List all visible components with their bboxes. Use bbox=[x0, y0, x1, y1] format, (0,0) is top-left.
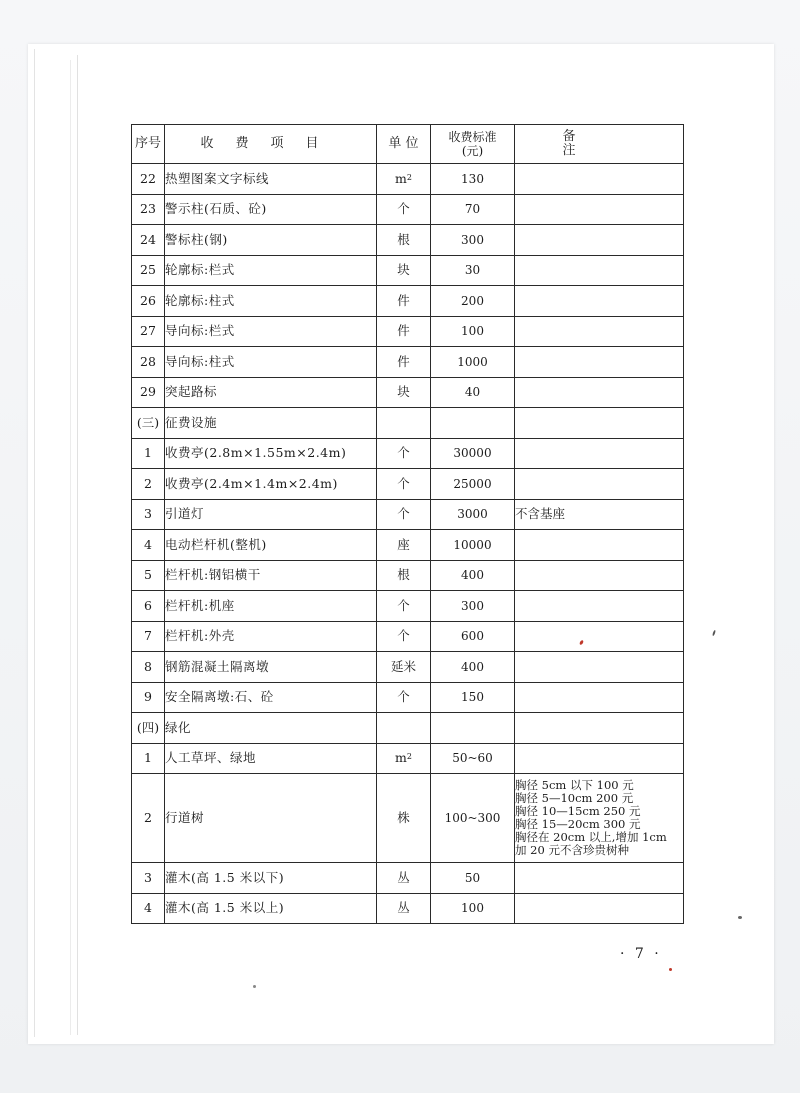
table-row bbox=[132, 530, 684, 561]
row-item: 灌木(高 1.5 米以上) bbox=[165, 893, 377, 924]
row-index: 29 bbox=[132, 377, 165, 408]
row-index: 26 bbox=[132, 286, 165, 317]
row-unit: 株 bbox=[377, 774, 431, 863]
header-price-line2: (元) bbox=[461, 144, 484, 158]
fee-table bbox=[131, 124, 684, 924]
row-note bbox=[515, 893, 684, 924]
row-index: 1 bbox=[132, 743, 165, 774]
row-index: (四) bbox=[132, 713, 165, 744]
row-item: 突起路标 bbox=[165, 377, 377, 408]
row-note bbox=[515, 164, 684, 195]
row-price: 40 bbox=[431, 377, 515, 408]
row-unit: 丛 bbox=[377, 893, 431, 924]
row-price: 1000 bbox=[431, 347, 515, 378]
row-index: 8 bbox=[132, 652, 165, 683]
row-index: 5 bbox=[132, 560, 165, 591]
header-price-line1: 收费标准 bbox=[448, 130, 497, 144]
row-unit: 块 bbox=[377, 377, 431, 408]
table-row bbox=[132, 499, 684, 530]
row-price: 50 bbox=[431, 863, 515, 894]
row-unit bbox=[377, 743, 431, 774]
row-index: 24 bbox=[132, 225, 165, 256]
row-note bbox=[515, 621, 684, 652]
row-index: 3 bbox=[132, 863, 165, 894]
row-price: 200 bbox=[431, 286, 515, 317]
row-unit: 延米 bbox=[377, 652, 431, 683]
row-index: 3 bbox=[132, 499, 165, 530]
row-item: 灌木(高 1.5 米以下) bbox=[165, 863, 377, 894]
row-unit: 根 bbox=[377, 225, 431, 256]
row-note bbox=[515, 408, 684, 439]
row-unit: 件 bbox=[377, 347, 431, 378]
row-item: 栏杆机:钢铝横干 bbox=[165, 560, 377, 591]
row-price: 30 bbox=[431, 255, 515, 286]
row-item: 警标柱(钢) bbox=[165, 225, 377, 256]
row-index: 7 bbox=[132, 621, 165, 652]
table-row bbox=[132, 438, 684, 469]
row-item: 栏杆机:外壳 bbox=[165, 621, 377, 652]
header-note: 备 注 bbox=[515, 125, 684, 164]
row-unit: 件 bbox=[377, 316, 431, 347]
row-index: 4 bbox=[132, 893, 165, 924]
table-row bbox=[132, 347, 684, 378]
row-index: 22 bbox=[132, 164, 165, 195]
row-price: 300 bbox=[431, 591, 515, 622]
row-price: 100 bbox=[431, 893, 515, 924]
row-note bbox=[515, 743, 684, 774]
table-row bbox=[132, 194, 684, 225]
row-item: 引道灯 bbox=[165, 499, 377, 530]
row-unit-base: m bbox=[395, 750, 407, 766]
row-note bbox=[515, 225, 684, 256]
row-item: 人工草坪、绿地 bbox=[165, 743, 377, 774]
table-row bbox=[132, 560, 684, 591]
table-row bbox=[132, 743, 684, 774]
row-index: 6 bbox=[132, 591, 165, 622]
table-row bbox=[132, 893, 684, 924]
row-price bbox=[431, 408, 515, 439]
header-unit: 单 位 bbox=[377, 125, 431, 164]
table-row bbox=[132, 652, 684, 683]
page-fold-line bbox=[77, 55, 78, 1035]
row-item: 收费亭(2.8m×1.55m×2.4m) bbox=[165, 438, 377, 469]
row-price: 400 bbox=[431, 652, 515, 683]
row-item: 行道树 bbox=[165, 774, 377, 863]
scan-speck bbox=[738, 916, 742, 919]
table-row bbox=[132, 621, 684, 652]
row-unit bbox=[377, 164, 431, 195]
table-row bbox=[132, 713, 684, 744]
row-note bbox=[515, 469, 684, 500]
row-item: 安全隔离墩:石、砼 bbox=[165, 682, 377, 713]
row-price: 50~60 bbox=[431, 743, 515, 774]
table-row bbox=[132, 164, 684, 195]
row-item: 导向标:栏式 bbox=[165, 316, 377, 347]
scan-speck bbox=[669, 968, 672, 971]
row-note bbox=[515, 713, 684, 744]
row-item: 绿化 bbox=[165, 713, 377, 744]
row-price: 100 bbox=[431, 316, 515, 347]
row-unit-superscript: 2 bbox=[406, 752, 412, 762]
row-item: 轮廓标:柱式 bbox=[165, 286, 377, 317]
row-note bbox=[515, 774, 684, 863]
row-item: 警示柱(石质、砼) bbox=[165, 194, 377, 225]
row-unit: 丛 bbox=[377, 863, 431, 894]
header-index: 序号 bbox=[132, 125, 165, 164]
row-note: 不含基座 bbox=[515, 499, 684, 530]
table-row bbox=[132, 255, 684, 286]
row-index: 1 bbox=[132, 438, 165, 469]
row-note bbox=[515, 255, 684, 286]
row-note bbox=[515, 863, 684, 894]
row-item: 导向标:柱式 bbox=[165, 347, 377, 378]
table-row bbox=[132, 225, 684, 256]
row-price: 10000 bbox=[431, 530, 515, 561]
row-index: 4 bbox=[132, 530, 165, 561]
table-row bbox=[132, 469, 684, 500]
row-item: 轮廓标:栏式 bbox=[165, 255, 377, 286]
row-price: 70 bbox=[431, 194, 515, 225]
row-index: (三) bbox=[132, 408, 165, 439]
row-note-lines: 胸径 5cm 以下 100 元 胸径 5—10cm 200 元 胸径 10—15cm 250 元 胸径 15—20cm 300 元 胸径在 20cm 以上,增加 1cm 加 20 元不含珍贵树种 bbox=[515, 777, 667, 857]
row-item: 钢筋混凝土隔离墩 bbox=[165, 652, 377, 683]
row-unit: 个 bbox=[377, 499, 431, 530]
row-unit-base: m bbox=[395, 170, 407, 186]
row-price: 150 bbox=[431, 682, 515, 713]
row-index: 28 bbox=[132, 347, 165, 378]
row-item: 热塑图案文字标线 bbox=[165, 164, 377, 195]
table-body bbox=[132, 164, 684, 924]
row-price: 3000 bbox=[431, 499, 515, 530]
row-note bbox=[515, 316, 684, 347]
row-index: 27 bbox=[132, 316, 165, 347]
row-index: 2 bbox=[132, 774, 165, 863]
row-unit: 根 bbox=[377, 560, 431, 591]
row-unit bbox=[377, 408, 431, 439]
page-edge-line bbox=[70, 60, 71, 1035]
header-item bbox=[165, 125, 377, 164]
row-unit: 个 bbox=[377, 469, 431, 500]
row-index: 2 bbox=[132, 469, 165, 500]
row-index: 9 bbox=[132, 682, 165, 713]
row-price: 400 bbox=[431, 560, 515, 591]
row-price: 30000 bbox=[431, 438, 515, 469]
row-price: 25000 bbox=[431, 469, 515, 500]
row-unit bbox=[377, 713, 431, 744]
row-price: 600 bbox=[431, 621, 515, 652]
row-note bbox=[515, 194, 684, 225]
scan-speck bbox=[253, 985, 256, 988]
row-note bbox=[515, 530, 684, 561]
row-note bbox=[515, 591, 684, 622]
table-row bbox=[132, 286, 684, 317]
row-price: 300 bbox=[431, 225, 515, 256]
row-note bbox=[515, 377, 684, 408]
table-row bbox=[132, 377, 684, 408]
table-row bbox=[132, 591, 684, 622]
table-row bbox=[132, 774, 684, 863]
row-note bbox=[515, 438, 684, 469]
table-row bbox=[132, 316, 684, 347]
row-unit: 座 bbox=[377, 530, 431, 561]
row-unit: 个 bbox=[377, 438, 431, 469]
page-number: · 7 · bbox=[620, 946, 662, 962]
table-row bbox=[132, 863, 684, 894]
row-item: 电动栏杆机(整机) bbox=[165, 530, 377, 561]
row-item: 栏杆机:机座 bbox=[165, 591, 377, 622]
row-note bbox=[515, 560, 684, 591]
row-unit-superscript: 2 bbox=[406, 172, 412, 182]
row-unit: 个 bbox=[377, 591, 431, 622]
row-price: 130 bbox=[431, 164, 515, 195]
row-unit: 个 bbox=[377, 682, 431, 713]
table-header-row bbox=[132, 125, 684, 164]
row-note bbox=[515, 286, 684, 317]
row-index: 25 bbox=[132, 255, 165, 286]
row-price bbox=[431, 713, 515, 744]
row-unit: 块 bbox=[377, 255, 431, 286]
row-note bbox=[515, 682, 684, 713]
table-row bbox=[132, 682, 684, 713]
row-unit: 个 bbox=[377, 621, 431, 652]
row-index: 23 bbox=[132, 194, 165, 225]
row-note bbox=[515, 652, 684, 683]
header-price bbox=[431, 125, 515, 164]
row-unit: 个 bbox=[377, 194, 431, 225]
row-unit: 件 bbox=[377, 286, 431, 317]
table-row bbox=[132, 408, 684, 439]
row-item: 收费亭(2.4m×1.4m×2.4m) bbox=[165, 469, 377, 500]
header-item-label: 收费项目 bbox=[200, 136, 341, 151]
row-note bbox=[515, 347, 684, 378]
row-item: 征费设施 bbox=[165, 408, 377, 439]
row-price: 100~300 bbox=[431, 774, 515, 863]
